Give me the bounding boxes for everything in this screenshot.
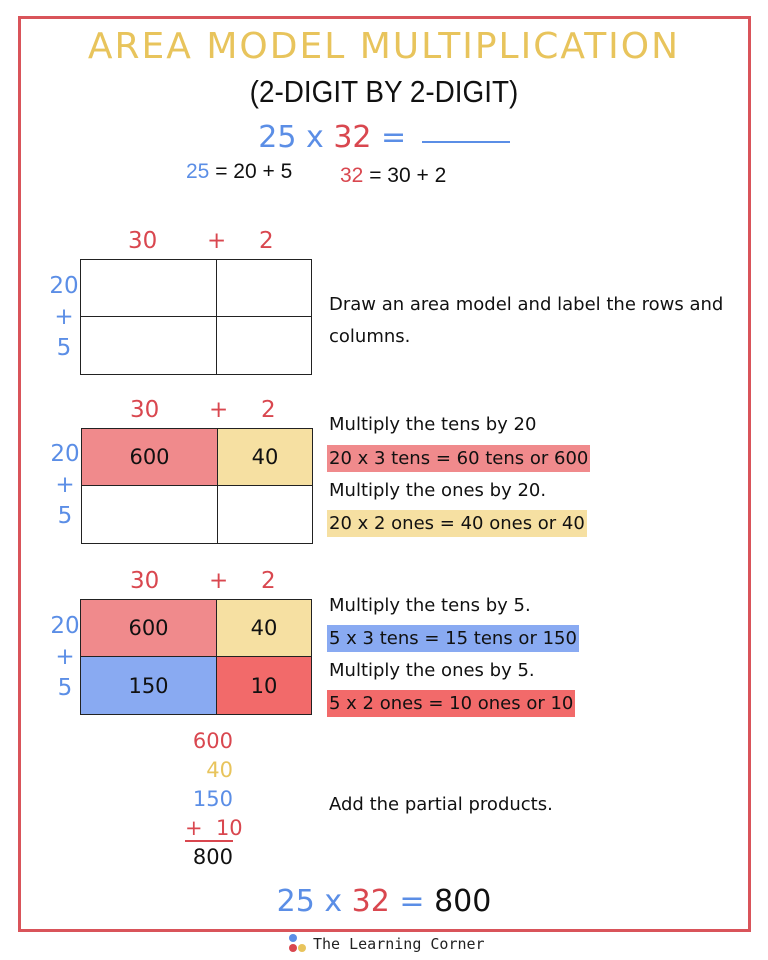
step2-line2: 20 x 3 tens = 60 tens or 600 — [327, 445, 590, 472]
decomp-b-expansion: = 30 + 2 — [369, 164, 447, 187]
row-label-ones: 5 — [57, 675, 73, 701]
cell-ones-ones — [218, 486, 312, 543]
partial-product-4: + 10 — [185, 816, 243, 840]
area-model-blank — [80, 259, 312, 375]
cell-ones-ones: 10 — [217, 657, 311, 714]
cell-tens-ones — [217, 260, 311, 317]
partial-product-3: 150 — [192, 787, 233, 811]
times-sign: x — [306, 120, 324, 155]
step1-instruction: Draw an area model and label the rows and columns. — [329, 294, 724, 347]
step3-line4: 5 x 2 ones = 10 ones or 10 — [327, 690, 575, 717]
decomp-a-expansion: = 20 + 5 — [215, 160, 293, 183]
cell-ones-ones — [217, 317, 311, 374]
add-instruction: Add the partial products. — [329, 794, 553, 815]
factor-a: 25 — [258, 120, 297, 155]
area-model-step3 — [80, 599, 312, 715]
row-label-ones: 5 — [56, 335, 72, 361]
step3-line2: 5 x 3 tens = 15 tens or 150 — [327, 625, 579, 652]
col-label-plus: + — [209, 568, 229, 594]
row-label-tens: 20 — [50, 441, 80, 467]
step3-line3: Multiply the ones by 5. — [329, 660, 535, 681]
page-title: AREA MODEL MULTIPLICATION — [87, 26, 681, 67]
area-model-step2 — [81, 428, 313, 544]
decomposition-a — [186, 160, 292, 184]
cell-ones-tens: 150 — [81, 657, 217, 714]
cell-ones-tens — [81, 317, 217, 374]
row-label-ones: 5 — [57, 503, 73, 529]
row-label-plus: + — [54, 304, 74, 330]
cell-tens-tens: 600 — [81, 600, 217, 657]
step2-line3: Multiply the ones by 20. — [329, 480, 547, 501]
cell-tens-ones: 40 — [217, 600, 311, 657]
cell-tens-tens — [81, 260, 217, 317]
cell-ones-tens — [82, 486, 218, 543]
row-label-tens: 20 — [49, 273, 79, 299]
row-label-tens: 20 — [50, 613, 80, 639]
col-label-tens: 30 — [130, 568, 160, 594]
col-label-ones: 2 — [261, 568, 276, 594]
factor-b: 32 — [333, 120, 372, 155]
footer-brand — [289, 934, 485, 954]
col-label-tens: 30 — [128, 228, 158, 254]
answer-result: 800 — [434, 884, 492, 919]
decomposition-b — [340, 164, 446, 188]
row-label-plus: + — [55, 472, 75, 498]
brand-logo-icon — [289, 934, 309, 954]
problem-statement — [0, 120, 768, 155]
answer-equals: = — [399, 884, 425, 919]
row-label-plus: + — [55, 644, 75, 670]
col-label-ones: 2 — [261, 397, 276, 423]
answer-times: x — [324, 884, 343, 919]
answer-blank — [422, 141, 510, 143]
step2-line4: 20 x 2 ones = 40 ones or 40 — [327, 510, 587, 537]
col-label-plus: + — [209, 397, 229, 423]
answer-factor-a: 25 — [276, 884, 315, 919]
partial-product-2: 40 — [206, 758, 233, 782]
col-label-plus: + — [207, 228, 227, 254]
cell-tens-tens: 600 — [82, 429, 218, 486]
equals-sign: = — [381, 120, 407, 155]
final-answer — [0, 884, 768, 919]
step2-line1: Multiply the tens by 20 — [329, 414, 537, 435]
col-label-tens: 30 — [130, 397, 160, 423]
partial-product-1: 600 — [192, 729, 233, 753]
decomp-b-number: 32 — [340, 164, 364, 187]
cell-tens-ones: 40 — [218, 429, 312, 486]
decomp-a-number: 25 — [186, 160, 210, 183]
sum-total: 800 — [192, 845, 233, 869]
col-label-ones: 2 — [259, 228, 274, 254]
page-subtitle: (2-DIGIT BY 2-DIGIT) — [249, 74, 519, 109]
answer-factor-b: 32 — [351, 884, 390, 919]
brand-name: The Learning Corner — [313, 935, 485, 953]
step3-line1: Multiply the tens by 5. — [329, 595, 531, 616]
